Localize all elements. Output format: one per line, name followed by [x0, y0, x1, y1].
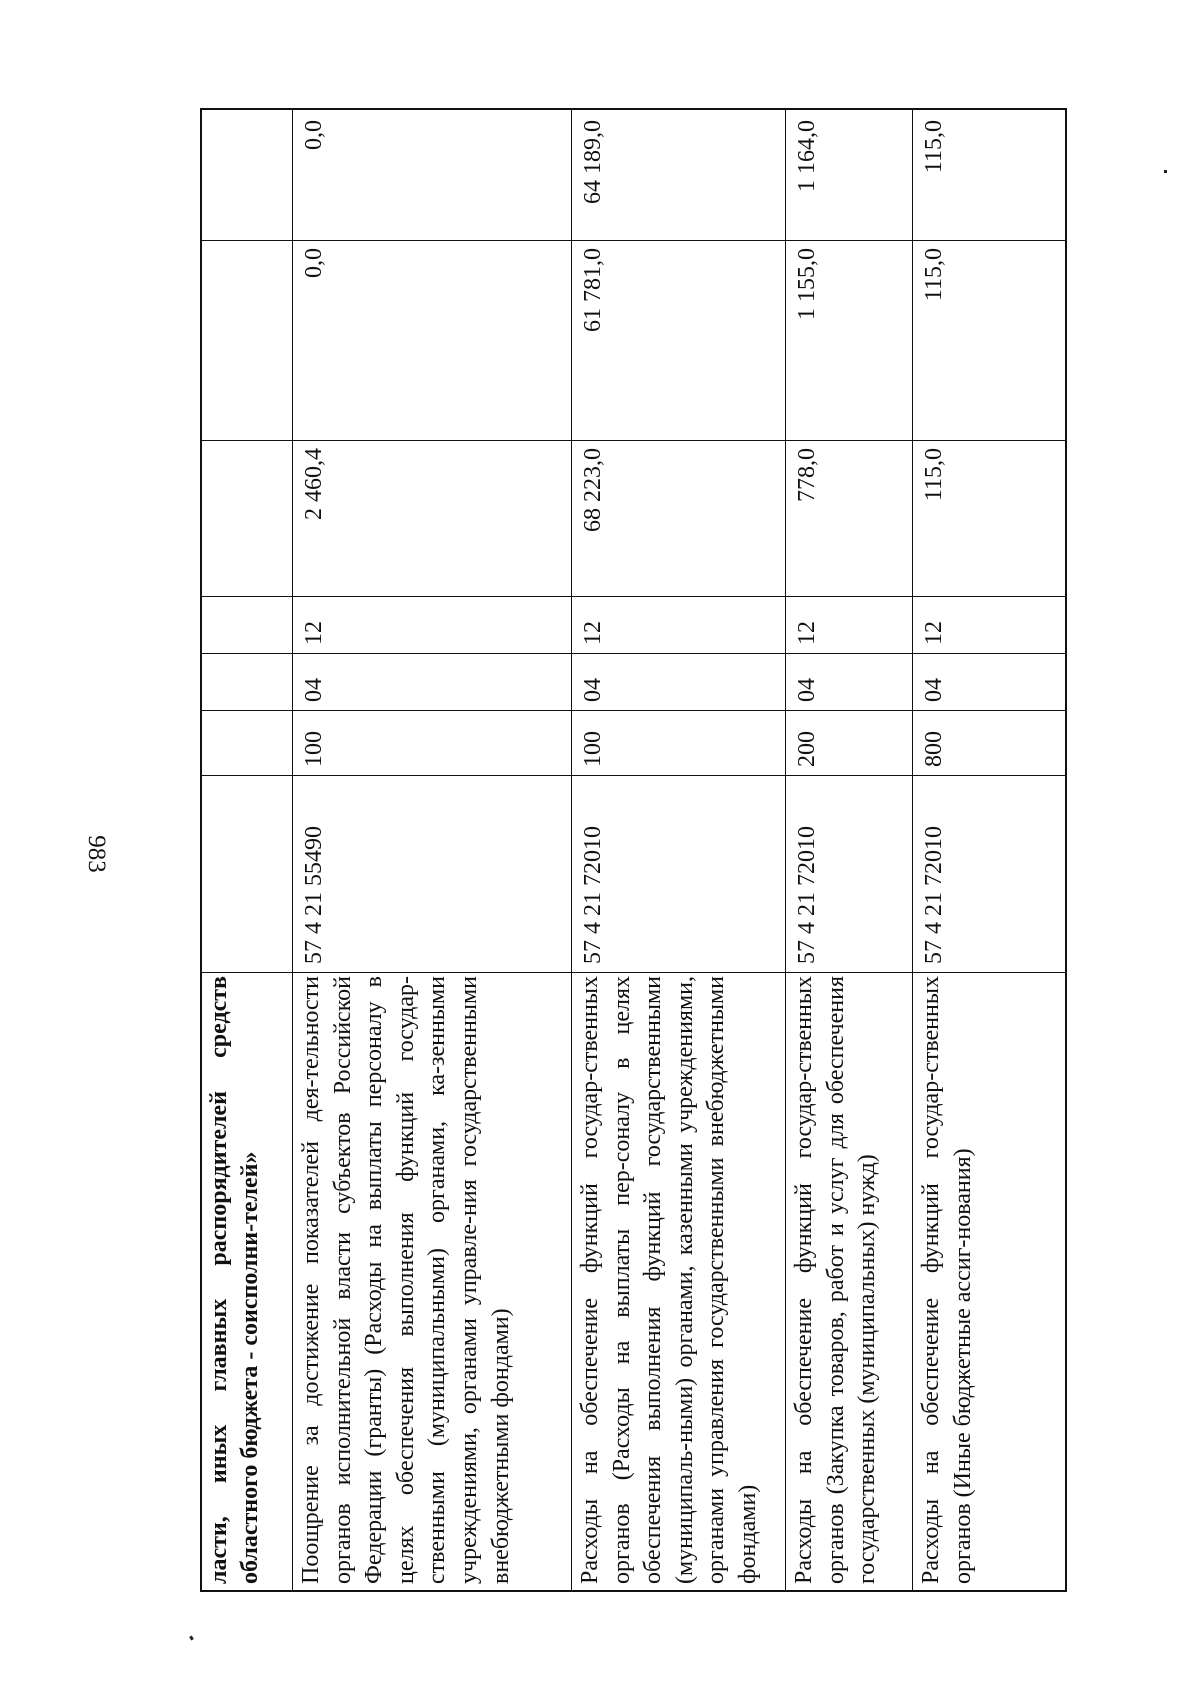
row-2-pr: 12 [580, 621, 606, 645]
row-3-vr: 200 [794, 731, 820, 767]
row-2-amount-2: 61 781,0 [580, 248, 606, 332]
row-1-amount-1: 2 460,4 [301, 448, 327, 520]
row-4-csr: 57 4 21 72010 [921, 826, 947, 964]
row-3-amount-3: 1 164,0 [794, 120, 820, 192]
row-3-pr: 12 [794, 621, 820, 645]
row-1-vr: 100 [301, 731, 327, 767]
row-divider [785, 110, 786, 1590]
row-1-description: Поощрение за достижение показателей дея-тельности органов исполнительной власти субъектов Российской Федерации (гранты) (Расходы на выплаты персоналу в целях обеспечения выполнения функций государ-ственными (муниципальными) органами, ка-зенными учреждениями, органами управле-ния государственными внебюджетными фондами) [298, 976, 514, 1584]
budget-table [200, 108, 1067, 1592]
row-4-vr: 800 [921, 731, 947, 767]
row-2-amount-3: 64 189,0 [580, 120, 606, 204]
row-4-amount-2: 115,0 [921, 248, 947, 302]
row-3-rz: 04 [794, 678, 820, 702]
row-2-csr: 57 4 21 72010 [580, 826, 606, 964]
row-divider [571, 110, 572, 1590]
row-3-description: Расходы на обеспечение функций государ-ственных органов (Закупка товаров, работ и услуг для обеспечения государственных (муниципальных) нужд) [791, 976, 881, 1584]
row-2-description: Расходы на обеспечение функций государ-ственных органов (Расходы на выплаты пер-соналу в целях обеспечения выполнения функций государственными (муниципаль-ными) органами, казенными учреждениями, органами управления государственными внебюджетными фондами) [577, 976, 761, 1584]
row-1-amount-2: 0,0 [301, 248, 327, 278]
row-1-csr: 57 4 21 55490 [301, 826, 327, 964]
row-3-csr: 57 4 21 72010 [794, 826, 820, 964]
row-4-pr: 12 [921, 621, 947, 645]
row-2-vr: 100 [580, 731, 606, 767]
row-1-amount-3: 0,0 [301, 120, 327, 150]
row-divider [912, 110, 913, 1590]
scan-speck [189, 1636, 194, 1641]
page-number: 983 [83, 835, 110, 873]
row-4-description: Расходы на обеспечение функций государ-ственных органов (Иные бюджетные ассиг-нования) [918, 976, 976, 1584]
row-divider [292, 110, 293, 1590]
row-4-amount-3: 115,0 [921, 120, 947, 174]
scan-speck [1164, 170, 1167, 173]
table-header-description: ласти, иных главных распорядителей средств областного бюджета - соисполни-телей» [206, 976, 263, 1584]
row-1-pr: 12 [301, 621, 327, 645]
row-2-amount-1: 68 223,0 [580, 448, 606, 532]
row-1-rz: 04 [301, 678, 327, 702]
row-4-rz: 04 [921, 678, 947, 702]
row-2-rz: 04 [580, 678, 606, 702]
column-divider [202, 972, 1065, 973]
row-4-amount-1: 115,0 [921, 448, 947, 502]
row-3-amount-1: 778,0 [794, 448, 820, 502]
row-3-amount-2: 1 155,0 [794, 248, 820, 320]
